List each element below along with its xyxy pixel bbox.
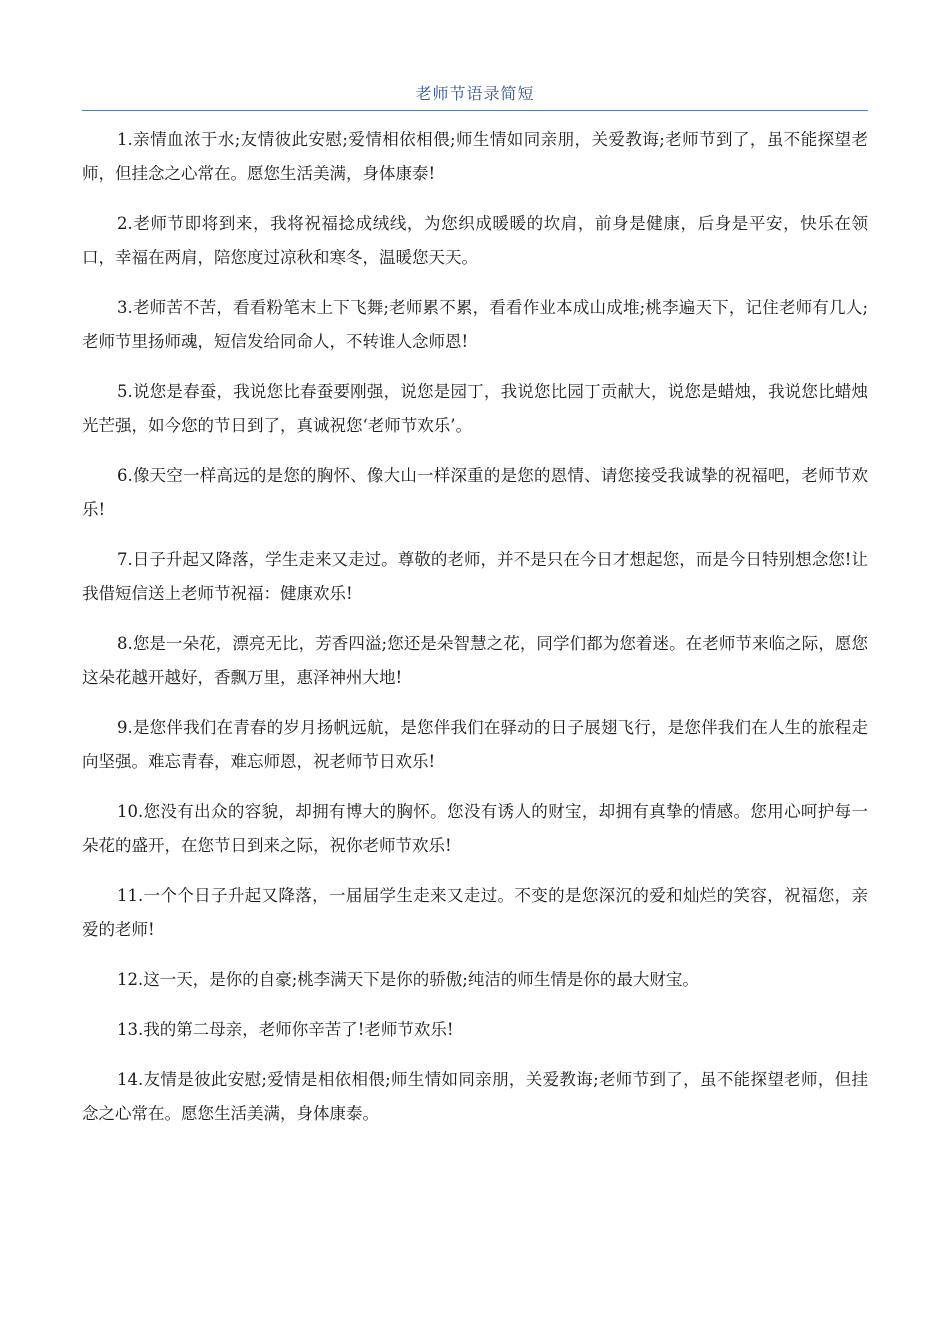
document-title: 老师节语录简短 [415, 84, 535, 103]
paragraph-10: 10.您没有出众的容貌，却拥有博大的胸怀。您没有诱人的财宝，却拥有真挚的情感。您用心呵护每一朵花的盛开，在您节日到来之际，祝你老师节欢乐! [82, 802, 868, 855]
paragraph-1: 1.亲情血浓于水;友情彼此安慰;爱情相依相偎;师生情如同亲朋，关爱教诲;老师节到了，虽不能探望老师，但挂念之心常在。愿您生活美满，身体康泰! [82, 130, 868, 183]
paragraph-13: 13.我的第二母亲，老师你辛苦了!老师节欢乐! [117, 1020, 454, 1039]
document-header [82, 82, 868, 111]
paragraph-8: 8.您是一朵花，漂亮无比，芳香四溢;您还是朵智慧之花，同学们都为您着迷。在老师节来临之际，愿您这朵花越开越好，香飘万里，惠泽神州大地! [82, 634, 868, 687]
paragraph-9: 9.是您伴我们在青春的岁月扬帆远航，是您伴我们在驿动的日子展翅飞行，是您伴我们在人生的旅程走向坚强。难忘青春，难忘师恩，祝老师节日欢乐! [82, 718, 868, 771]
paragraph-7: 7.日子升起又降落，学生走来又走过。尊敬的老师，并不是只在今日才想起您，而是今日特别想念您!让我借短信送上老师节祝福：健康欢乐! [82, 550, 868, 603]
paragraph-2: 2.老师节即将到来，我将祝福捻成绒线，为您织成暖暖的坎肩，前身是健康，后身是平安，快乐在领口，幸福在两肩，陪您度过凉秋和寒冬，温暖您天天。 [82, 214, 868, 267]
document-body [82, 123, 868, 1147]
paragraph-12: 12.这一天，是你的自豪;桃李满天下是你的骄傲;纯洁的师生情是你的最大财宝。 [117, 970, 699, 989]
paragraph-3: 3.老师苦不苦，看看粉笔末上下飞舞;老师累不累，看看作业本成山成堆;桃李遍天下，记住老师有几人;老师节里扬师魂，短信发给同命人，不转谁人念师恩! [82, 298, 868, 351]
paragraph-6: 6.像天空一样高远的是您的胸怀、像大山一样深重的是您的恩情、请您接受我诚挚的祝福吧，老师节欢乐! [82, 466, 868, 519]
paragraph-14: 14.友情是彼此安慰;爱情是相依相偎;师生情如同亲朋，关爱教诲;老师节到了，虽不能探望老师，但挂念之心常在。愿您生活美满，身体康泰。 [82, 1070, 868, 1123]
paragraph-5: 5.说您是春蚕，我说您比春蚕要刚强，说您是园丁，我说您比园丁贡献大，说您是蜡烛，我说您比蜡烛光芒强，如今您的节日到了，真诚祝您‘老师节欢乐’。 [82, 382, 868, 435]
paragraph-11: 11.一个个日子升起又降落，一届届学生走来又走过。不变的是您深沉的爱和灿烂的笑容，祝福您，亲爱的老师! [82, 886, 868, 939]
